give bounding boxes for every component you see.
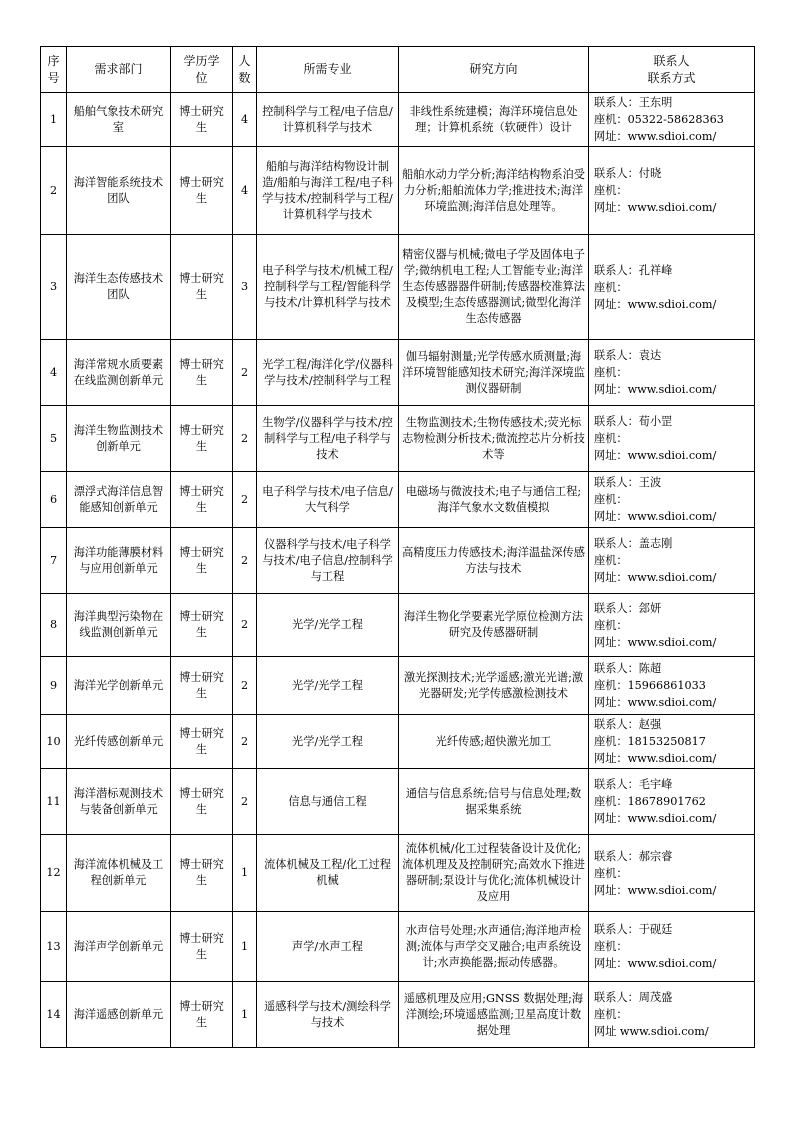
major: 流体机械及工程/化工过程机械 xyxy=(257,835,399,912)
row-number: 9 xyxy=(41,657,67,715)
major: 生物学/仪器科学与技术/控制科学与工程/电子科学与技术 xyxy=(257,406,399,472)
table-row xyxy=(41,340,755,406)
contact-website[interactable]: 网址：www.sdioi.com/ xyxy=(594,510,717,523)
contact-info xyxy=(589,835,755,912)
contact-phone: 座机： xyxy=(594,940,628,953)
contact-phone: 座机： xyxy=(594,280,628,294)
department: 海洋功能薄膜材料与应用创新单元 xyxy=(67,528,171,594)
contact-info xyxy=(589,657,755,715)
contact-phone: 座机： xyxy=(594,184,628,197)
requirements-table xyxy=(40,46,755,1048)
degree: 博士研究生 xyxy=(171,340,233,406)
research-direction: 流体机械/化工过程装备设计及优化;流体机理及及控制研究;高效水下推进器研制;泵设计与优化;流体机械设计及应用 xyxy=(399,835,589,912)
research-direction: 遥感机理及应用;GNSS 数据处理;海洋测绘;环境遥感监测;卫星高度计数据处理 xyxy=(399,982,589,1048)
department: 海洋生物监测技术创新单元 xyxy=(67,406,171,472)
table-row xyxy=(41,769,755,835)
degree: 博士研究生 xyxy=(171,982,233,1048)
degree: 博士研究生 xyxy=(171,912,233,982)
research-direction: 高精度压力传感技术;海洋温盐深传感方法与技术 xyxy=(399,528,589,594)
headcount: 1 xyxy=(233,912,257,982)
contact-info xyxy=(589,235,755,340)
headcount: 2 xyxy=(233,594,257,657)
degree: 博士研究生 xyxy=(171,835,233,912)
contact-website[interactable]: 网址：www.sdioi.com/ xyxy=(594,957,717,970)
contact-info xyxy=(589,93,755,147)
department: 海洋光学创新单元 xyxy=(67,657,171,715)
table-row xyxy=(41,982,755,1048)
contact-website[interactable]: 网址：www.sdioi.com/ xyxy=(594,571,717,584)
contact-phone: 座机：18678901762 xyxy=(594,795,706,808)
headcount: 2 xyxy=(233,528,257,594)
contact-info xyxy=(589,594,755,657)
contact-website[interactable]: 网址 www.sdioi.com/ xyxy=(594,1025,709,1038)
contact-person: 联系人：盖志刚 xyxy=(594,537,673,550)
contact-person: 联系人：郝宗睿 xyxy=(594,849,673,863)
headcount: 4 xyxy=(233,147,257,235)
contact-info xyxy=(589,982,755,1048)
department: 海洋常规水质要素在线监测创新单元 xyxy=(67,340,171,406)
major: 船舶与海洋结构物设计制造/船舶与海洋工程/电子科学与技术/控制科学与工程/计算机科学与技术 xyxy=(257,147,399,235)
contact-person: 联系人：郐妍 xyxy=(594,601,662,615)
degree: 博士研究生 xyxy=(171,235,233,340)
contact-person: 联系人：周茂盛 xyxy=(594,991,673,1004)
contact-info xyxy=(589,769,755,835)
degree: 博士研究生 xyxy=(171,594,233,657)
contact-person: 联系人：荀小罡 xyxy=(594,415,673,428)
department: 海洋典型污染物在线监测创新单元 xyxy=(67,594,171,657)
row-number: 4 xyxy=(41,340,67,406)
headcount: 1 xyxy=(233,982,257,1048)
table-row xyxy=(41,472,755,528)
contact-website[interactable]: 网址：www.sdioi.com/ xyxy=(594,812,717,825)
department: 海洋智能系统技术团队 xyxy=(67,147,171,235)
research-direction: 伽马辐射测量;光学传感水质测量;海洋环境智能感知技术研究;海洋深境监测仪器研制 xyxy=(399,340,589,406)
row-number: 14 xyxy=(41,982,67,1048)
contact-person: 联系人：王东明 xyxy=(594,96,673,109)
contact-person: 联系人：赵强 xyxy=(594,718,662,731)
major: 控制科学与工程/电子信息/计算机科学与技术 xyxy=(257,93,399,147)
header-research: 研究方向 xyxy=(399,47,589,93)
department: 光纤传感创新单元 xyxy=(67,715,171,769)
headcount: 4 xyxy=(233,93,257,147)
contact-info xyxy=(589,340,755,406)
table-row xyxy=(41,835,755,912)
headcount: 2 xyxy=(233,715,257,769)
major: 仪器科学与技术/电子科学与技术/电子信息/控制科学与工程 xyxy=(257,528,399,594)
headcount: 2 xyxy=(233,472,257,528)
department: 海洋流体机械及工程创新单元 xyxy=(67,835,171,912)
row-number: 8 xyxy=(41,594,67,657)
contact-person: 联系人：陈超 xyxy=(594,662,662,675)
contact-person: 联系人：毛宇峰 xyxy=(594,778,673,791)
row-number: 5 xyxy=(41,406,67,472)
major: 电子科学与技术/电子信息/大气科学 xyxy=(257,472,399,528)
research-direction: 通信与信息系统;信号与信息处理;数据采集系统 xyxy=(399,769,589,835)
degree: 博士研究生 xyxy=(171,472,233,528)
table-row xyxy=(41,406,755,472)
department: 船舶气象技术研究室 xyxy=(67,93,171,147)
headcount: 2 xyxy=(233,406,257,472)
contact-phone: 座机：05322-58628363 xyxy=(594,113,724,126)
contact-website[interactable]: 网址：www.sdioi.com/ xyxy=(594,696,717,709)
table-row xyxy=(41,147,755,235)
header-row xyxy=(41,47,755,93)
headcount: 2 xyxy=(233,657,257,715)
contact-info xyxy=(589,147,755,235)
contact-website[interactable]: 网址：www.sdioi.com/ xyxy=(594,752,717,765)
contact-website[interactable]: 网址：www.sdioi.com/ xyxy=(594,297,717,311)
degree: 博士研究生 xyxy=(171,93,233,147)
contact-website[interactable]: 网址：www.sdioi.com/ xyxy=(594,383,717,396)
degree: 博士研究生 xyxy=(171,715,233,769)
research-direction: 精密仪器与机械;微电子学及固体电子学;微纳机电工程;人工智能专业;海洋生态传感器器件研制;传感器校准算法及模型;生态传感器测试;微型化海洋生态传感器 xyxy=(399,235,589,340)
header-count: 人 数 xyxy=(233,47,257,93)
research-direction: 电磁场与微波技术;电子与通信工程;海洋气象水文数值模拟 xyxy=(399,472,589,528)
contact-person: 联系人：王波 xyxy=(594,476,662,489)
header-dept: 需求部门 xyxy=(67,47,171,93)
major: 光学/光学工程 xyxy=(257,657,399,715)
row-number: 7 xyxy=(41,528,67,594)
headcount: 2 xyxy=(233,769,257,835)
contact-info xyxy=(589,472,755,528)
contact-website[interactable]: 网址：www.sdioi.com/ xyxy=(594,883,717,897)
contact-phone: 座机： xyxy=(594,866,628,880)
contact-info xyxy=(589,406,755,472)
header-no: 序 号 xyxy=(41,47,67,93)
major: 电子科学与技术/机械工程/控制科学与工程/智能科学与技术/计算机科学与技术 xyxy=(257,235,399,340)
department: 海洋潜标观测技术与装备创新单元 xyxy=(67,769,171,835)
row-number: 6 xyxy=(41,472,67,528)
major: 光学/光学工程 xyxy=(257,715,399,769)
contact-person: 联系人：于砚廷 xyxy=(594,923,673,936)
table-row xyxy=(41,912,755,982)
research-direction: 激光探测技术;光学遥感;激光光谱;激光器研发;光学传感激检测技术 xyxy=(399,657,589,715)
research-direction: 水声信号处理;水声通信;海洋地声检测;流体与声学交叉融合;电声系统设计;水声换能器;振动传感器。 xyxy=(399,912,589,982)
contact-phone: 座机： xyxy=(594,1008,628,1021)
header-major: 所需专业 xyxy=(257,47,399,93)
contact-info xyxy=(589,912,755,982)
research-direction: 光纤传感;超快激光加工 xyxy=(399,715,589,769)
major: 光学/光学工程 xyxy=(257,594,399,657)
headcount: 1 xyxy=(233,835,257,912)
header-contact: 联系人 联系方式 xyxy=(589,47,755,93)
table-row xyxy=(41,715,755,769)
degree: 博士研究生 xyxy=(171,147,233,235)
table-row xyxy=(41,594,755,657)
major: 光学工程/海洋化学/仪器科学与技术/控制科学与工程 xyxy=(257,340,399,406)
row-number: 10 xyxy=(41,715,67,769)
row-number: 11 xyxy=(41,769,67,835)
research-direction: 海洋生物化学要素光学原位检测方法研究及传感器研制 xyxy=(399,594,589,657)
degree: 博士研究生 xyxy=(171,657,233,715)
row-number: 1 xyxy=(41,93,67,147)
contact-phone: 座机： xyxy=(594,493,628,506)
table-row xyxy=(41,657,755,715)
research-direction: 生物监测技术;生物传感技术;荧光标志物检测分析技术;微流控芯片分析技术等 xyxy=(399,406,589,472)
major: 信息与通信工程 xyxy=(257,769,399,835)
contact-person: 联系人：袁达 xyxy=(594,349,662,362)
contact-info xyxy=(589,528,755,594)
contact-website[interactable]: 网址：www.sdioi.com/ xyxy=(594,130,717,143)
contact-phone: 座机： xyxy=(594,432,628,445)
row-number: 13 xyxy=(41,912,67,982)
degree: 博士研究生 xyxy=(171,769,233,835)
contact-phone: 座机：15966861033 xyxy=(594,679,706,692)
contact-phone: 座机： xyxy=(594,618,628,632)
department: 海洋声学创新单元 xyxy=(67,912,171,982)
row-number: 3 xyxy=(41,235,67,340)
contact-phone: 座机： xyxy=(594,554,628,567)
contact-info xyxy=(589,715,755,769)
contact-website[interactable]: 网址：www.sdioi.com/ xyxy=(594,635,717,649)
contact-phone: 座机： xyxy=(594,366,628,379)
header-degree: 学历学 位 xyxy=(171,47,233,93)
contact-website[interactable]: 网址：www.sdioi.com/ xyxy=(594,201,717,214)
table-row xyxy=(41,235,755,340)
major: 遥感科学与技术/测绘科学与技术 xyxy=(257,982,399,1048)
contact-website[interactable]: 网址：www.sdioi.com/ xyxy=(594,449,717,462)
department: 漂浮式海洋信息智能感知创新单元 xyxy=(67,472,171,528)
research-direction: 非线性系统建模；海洋环境信息处理；计算机系统（软硬件）设计 xyxy=(399,93,589,147)
degree: 博士研究生 xyxy=(171,528,233,594)
row-number: 2 xyxy=(41,147,67,235)
headcount: 2 xyxy=(233,340,257,406)
department: 海洋遥感创新单元 xyxy=(67,982,171,1048)
row-number: 12 xyxy=(41,835,67,912)
table-row xyxy=(41,528,755,594)
research-direction: 船舶水动力学分析;海洋结构物系泊受力分析;船舶流体力学;推进技术;海洋环境监测;海洋信息处理等。 xyxy=(399,147,589,235)
department: 海洋生态传感技术团队 xyxy=(67,235,171,340)
headcount: 3 xyxy=(233,235,257,340)
contact-person: 联系人：付晓 xyxy=(594,167,662,180)
table-row xyxy=(41,93,755,147)
contact-phone: 座机：18153250817 xyxy=(594,735,706,748)
major: 声学/水声工程 xyxy=(257,912,399,982)
degree: 博士研究生 xyxy=(171,406,233,472)
contact-person: 联系人：孔祥峰 xyxy=(594,263,673,277)
